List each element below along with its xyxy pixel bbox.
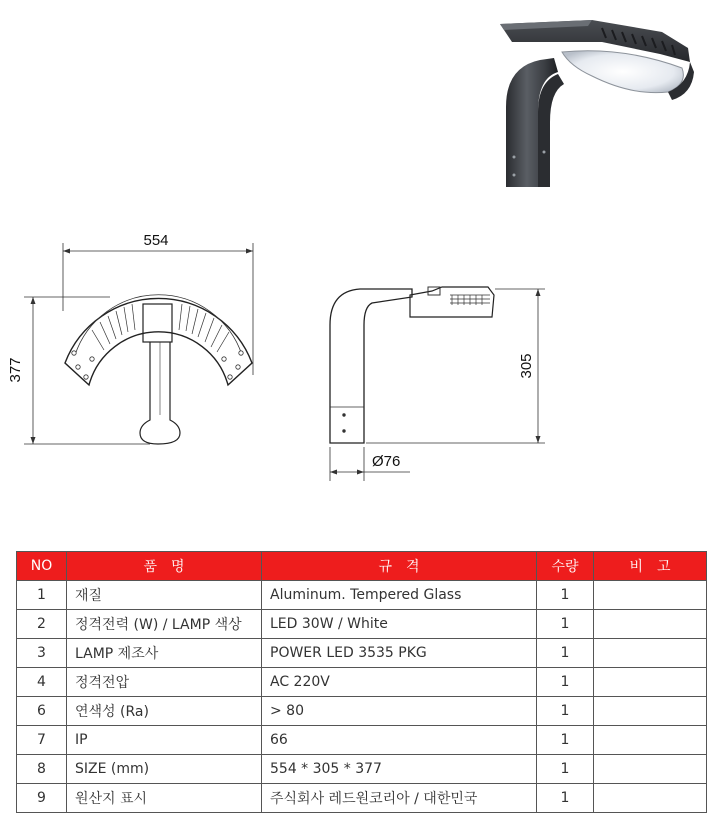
- cell-no: 1: [17, 581, 67, 610]
- cell-note: [594, 610, 707, 639]
- cell-note: [594, 639, 707, 668]
- header-spec: 규 격: [262, 552, 537, 581]
- cell-note: [594, 581, 707, 610]
- cell-spec: 554 * 305 * 377: [262, 755, 537, 784]
- cell-no: 6: [17, 697, 67, 726]
- table-row: [17, 668, 707, 697]
- header-qty: 수량: [537, 552, 594, 581]
- cell-name: 정격전압: [67, 668, 262, 697]
- table-row: [17, 784, 707, 813]
- cell-note: [594, 697, 707, 726]
- cell-name: 연색성 (Ra): [67, 697, 262, 726]
- cell-spec: AC 220V: [262, 668, 537, 697]
- cell-name: SIZE (mm): [67, 755, 262, 784]
- table-row: [17, 726, 707, 755]
- table-header-row: [17, 552, 707, 581]
- cell-spec: > 80: [262, 697, 537, 726]
- cell-no: 3: [17, 639, 67, 668]
- cell-note: [594, 726, 707, 755]
- side-view: [330, 287, 545, 481]
- cell-spec: POWER LED 3535 PKG: [262, 639, 537, 668]
- cell-name: IP: [67, 726, 262, 755]
- cell-no: 2: [17, 610, 67, 639]
- cell-qty: 1: [537, 668, 594, 697]
- cell-name: 원산지 표시: [67, 784, 262, 813]
- header-no: NO: [17, 552, 67, 581]
- cell-no: 7: [17, 726, 67, 755]
- cell-note: [594, 755, 707, 784]
- table-row: [17, 639, 707, 668]
- cell-qty: 1: [537, 784, 594, 813]
- dimension-width: 554: [143, 232, 169, 249]
- cell-qty: 1: [537, 610, 594, 639]
- table-row: [17, 755, 707, 784]
- dimension-height-side: 305: [518, 353, 535, 379]
- cell-spec: LED 30W / White: [262, 610, 537, 639]
- cell-spec: Aluminum. Tempered Glass: [262, 581, 537, 610]
- cell-qty: 1: [537, 639, 594, 668]
- cell-spec: 주식회사 레드원코리아 / 대한민국: [262, 784, 537, 813]
- product-photo: [492, 12, 702, 192]
- cell-no: 4: [17, 668, 67, 697]
- technical-drawing: [0, 225, 720, 495]
- table-row: [17, 697, 707, 726]
- cell-qty: 1: [537, 697, 594, 726]
- cell-name: LAMP 제조사: [67, 639, 262, 668]
- header-note: 비 고: [594, 552, 707, 581]
- header-name: 품 명: [67, 552, 262, 581]
- cell-qty: 1: [537, 581, 594, 610]
- dimension-diameter: Ø76: [372, 453, 401, 470]
- table-row: [17, 610, 707, 639]
- cell-qty: 1: [537, 755, 594, 784]
- dimension-height-front: 377: [7, 357, 24, 383]
- cell-name: 정격전력 (W) / LAMP 색상: [67, 610, 262, 639]
- cell-qty: 1: [537, 726, 594, 755]
- cell-no: 9: [17, 784, 67, 813]
- cell-no: 8: [17, 755, 67, 784]
- spec-table: [16, 551, 707, 813]
- cell-note: [594, 784, 707, 813]
- cell-note: [594, 668, 707, 697]
- front-view: [24, 243, 253, 444]
- cell-name: 재질: [67, 581, 262, 610]
- table-row: [17, 581, 707, 610]
- cell-spec: 66: [262, 726, 537, 755]
